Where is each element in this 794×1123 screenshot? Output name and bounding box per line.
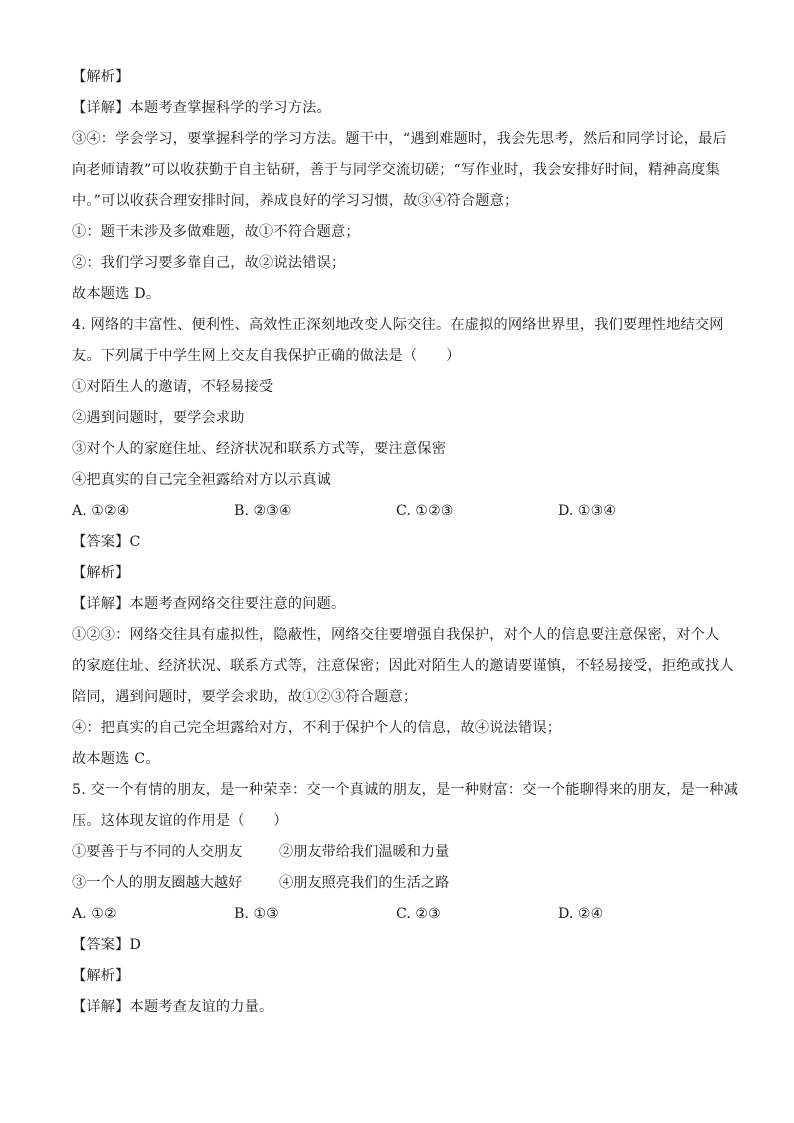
option-a: A. ①② [72, 906, 117, 922]
statement-item: ④朋友照亮我们的生活之路 [279, 875, 450, 891]
answer-options [72, 899, 722, 930]
analysis-heading: 【解析】 [72, 69, 130, 85]
detail-line: ①：题干未涉及多做难题，故①不符合题意； [72, 224, 360, 240]
statement-item: ①要善于与不同的人交朋友 [72, 844, 243, 860]
statement-item: ②遇到问题时，要学会求助 [72, 410, 245, 426]
previous-question-explanation [72, 62, 727, 310]
question-stem: 压。这体现友谊的作用是（ ） [72, 813, 288, 829]
detail-line: 【详解】本题考查网络交往要注意的问题。 [72, 596, 346, 612]
option-b: B. ②③④ [234, 503, 292, 519]
statement-row [72, 837, 722, 868]
detail-line: 【详解】本题考查掌握科学的学习方法。 [72, 100, 331, 116]
answer-line: 【答案】D [72, 937, 142, 953]
answer-options [72, 496, 722, 527]
statement-item: ③对个人的家庭住址、经济状况和联系方式等，要注意保密 [72, 441, 447, 457]
answer-line: 【答案】C [72, 534, 141, 550]
detail-line: 向老师请教”可以收获勤于自主钻研，善于与同学交流切磋；“写作业时，我会安排好时间，精神高度集 [72, 162, 720, 178]
detail-line: ①②③：网络交往具有虚拟性，隐蔽性，网络交往要增强自我保护，对个人的信息要注意保密，对个人 [72, 627, 720, 643]
analysis-heading: 【解析】 [72, 565, 130, 581]
question-5 [72, 775, 739, 1023]
statement-row [72, 868, 722, 899]
question-4 [72, 310, 734, 775]
statement-item: ②朋友带给我们温暖和力量 [279, 844, 450, 860]
question-stem: 4. 网络的丰富性、便利性、高效性正深刻地改变人际交往。在虚拟的网络世界里，我们要理性地结交网 [72, 317, 724, 333]
conclusion-line: 故本题选 C。 [72, 751, 160, 767]
detail-line: 【详解】本题考查友谊的力量。 [72, 999, 274, 1015]
question-stem: 友。下列属于中学生网上交友自我保护正确的做法是（ ） [72, 348, 461, 364]
statement-item: ④把真实的自己完全袒露给对方以示真诚 [72, 472, 331, 488]
analysis-heading: 【解析】 [72, 968, 130, 984]
question-stem: 5. 交一个有情的朋友，是一种荣幸：交一个真诚的朋友，是一种财富：交一个能聊得来的朋友，是一种减 [72, 782, 739, 798]
option-c: C. ②③ [396, 906, 441, 922]
detail-line: ③④：学会学习，要掌握科学的学习方法。题干中，“遇到难题时，我会先思考，然后和同学讨论，最后 [72, 131, 727, 147]
option-b: B. ①③ [234, 906, 279, 922]
statement-item: ③一个人的朋友圈越大越好 [72, 875, 243, 891]
option-d: D. ①③④ [558, 503, 617, 519]
detail-line: 陪同，遇到问题时，要学会求助，故①②③符合题意； [72, 689, 418, 705]
detail-line: 的家庭住址、经济状况、联系方式等，注意保密；因此对陌生人的邀请要谨慎，不轻易接受，拒绝或找人 [72, 658, 734, 674]
option-d: D. ②④ [558, 906, 604, 922]
document-page [72, 62, 739, 1023]
detail-line: ②：我们学习要多靠自己，故②说法错误； [72, 255, 346, 271]
option-a: A. ①②④ [72, 503, 130, 519]
detail-line: ④：把真实的自己完全坦露给对方，不利于保护个人的信息，故④说法错误； [72, 720, 562, 736]
option-c: C. ①②③ [396, 503, 454, 519]
statement-item: ①对陌生人的邀请，不轻易接受 [72, 379, 274, 395]
conclusion-line: 故本题选 D。 [72, 286, 161, 302]
detail-line: 中。”可以收获合理安排时间，养成良好的学习习惯，故③④符合题意； [72, 193, 519, 209]
